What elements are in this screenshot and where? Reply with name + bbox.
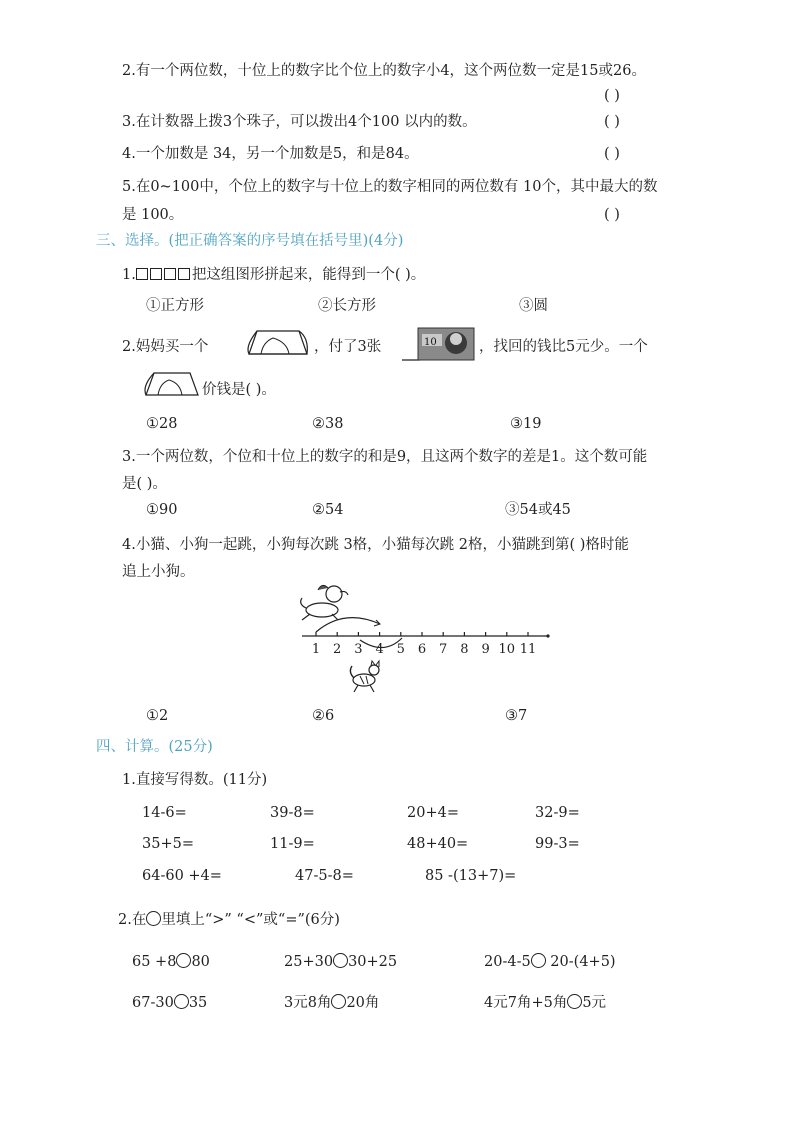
tick-label: 7 (439, 642, 448, 657)
option[interactable]: ②54 (312, 502, 344, 518)
option[interactable]: ①2 (146, 708, 169, 724)
answer-blank[interactable]: ( ) (604, 88, 620, 104)
answer-circle[interactable] (333, 953, 348, 968)
answer-circle[interactable] (176, 953, 191, 968)
tick-label: 10 (498, 642, 516, 657)
tick-label: 5 (396, 642, 405, 657)
answer-circle[interactable] (331, 994, 346, 1009)
calc-q2-title (118, 910, 340, 930)
answer-circle[interactable] (174, 994, 189, 1009)
compare-item: 67-30 35 (132, 995, 208, 1011)
circle-icon (146, 911, 161, 926)
choice-q2-stem-b: ，付了3张 (314, 339, 382, 355)
tick-label: 3 (354, 642, 363, 657)
choice-q1 (122, 265, 425, 285)
compare-item: 20-4-5 20-(4+5) (484, 954, 616, 970)
choice-q3-line2: 是( )。 (122, 476, 167, 492)
dog-icon (301, 585, 348, 620)
tick-label: 4 (375, 642, 384, 657)
title-part: 里填上“>” “<”或“=”(6分) (161, 912, 340, 928)
bag-icon (243, 328, 313, 360)
option[interactable]: ③圆 (519, 298, 548, 314)
answer-blank[interactable]: ( ) (604, 114, 620, 130)
choice-q2-stem-c: ，找回的钱比5元少。一个 (479, 339, 648, 355)
choice-q2-stem-a: 2.妈妈买一个 (122, 339, 209, 355)
number-line-figure (296, 580, 556, 695)
calc-item: 14-6= (142, 805, 187, 821)
calc-item: 32-9= (535, 805, 580, 821)
choice-q4-line1: 4.小猫、小狗一起跳，小狗每次跳 3格，小猫每次跳 2格，小猫跳到第( )格时能 (122, 537, 629, 553)
title-part: 2.在 (118, 912, 147, 928)
answer-circle[interactable] (531, 953, 546, 968)
banknote-value: 10 (424, 337, 437, 348)
option[interactable]: ③19 (510, 416, 542, 432)
section-title: 三、选择。(把正确答案的序号填在括号里)(4分) (96, 233, 404, 249)
answer-blank[interactable]: ( ) (604, 207, 620, 223)
option[interactable]: ③54或45 (505, 502, 571, 518)
tick-label: 1 (311, 642, 321, 657)
choice-q3-line1: 3.一个两位数，个位和十位上的数字的和是9，且这两个数字的差是1。这个数可能 (122, 449, 648, 465)
calc-item: 85 -(13+7)= (425, 868, 517, 884)
judge-q3: 3.在计数器上拨3个珠子，可以拨出4个100 以内的数。 (122, 114, 477, 130)
option[interactable]: ①90 (146, 502, 178, 518)
cat-icon (350, 661, 379, 692)
option[interactable]: ①正方形 (146, 298, 204, 314)
tick-label: 11 (519, 642, 537, 657)
calc-item: 64-60 +4= (142, 868, 222, 884)
option[interactable]: ①28 (146, 416, 178, 432)
judge-q5-line2: 是 100。 (122, 207, 184, 223)
calc-item: 11-9= (270, 836, 315, 852)
tick-label: 6 (417, 642, 427, 657)
judge-q4: 4.一个加数是 34，另一个加数是5，和是84。 (122, 146, 419, 162)
tick-label: 8 (460, 642, 469, 657)
option[interactable]: ②长方形 (318, 298, 376, 314)
compare-item: 65 +8 80 (132, 954, 210, 970)
option[interactable]: ③7 (505, 708, 528, 724)
choice-q2-stem-d: 价钱是( )。 (202, 382, 276, 398)
calc-item: 48+40= (407, 836, 469, 852)
compare-item: 25+30 30+25 (284, 954, 398, 970)
question-text: 把这组图形拼起来，能得到一个( )。 (191, 267, 426, 283)
calc-item: 20+4= (407, 805, 459, 821)
bag-icon (142, 370, 202, 400)
answer-blank[interactable]: ( ) (604, 146, 620, 162)
option[interactable]: ②6 (312, 708, 335, 724)
tick-label: 9 (481, 642, 490, 657)
choice-q4-line2: 追上小狗。 (122, 564, 195, 580)
compare-item: 4元7角+5角 5元 (484, 995, 607, 1011)
tick-label: 2 (333, 642, 342, 657)
option[interactable]: ②38 (312, 416, 344, 432)
calc-item: 47-5-8= (295, 868, 354, 884)
judge-q2: 2.有一个两位数，十位上的数字比个位上的数字小4，这个两位数一定是15或26。 (122, 63, 646, 79)
banknote-icon (400, 324, 476, 364)
compare-item: 3元8角 20角 (284, 995, 380, 1011)
judge-q5-line1: 5.在0~100中，个位上的数字与十位上的数字相同的两位数有 10个，其中最大的数 (122, 179, 658, 195)
calc-item: 35+5= (142, 836, 194, 852)
question-number: 1. (122, 267, 136, 283)
calc-item: 99-3= (535, 836, 580, 852)
section-title: 四、计算。(25分) (96, 739, 213, 755)
calc-q1-title: 1.直接写得数。(11分) (122, 772, 268, 788)
calc-item: 39-8= (270, 805, 315, 821)
square-shape-icon (136, 267, 192, 283)
answer-circle[interactable] (567, 994, 582, 1009)
